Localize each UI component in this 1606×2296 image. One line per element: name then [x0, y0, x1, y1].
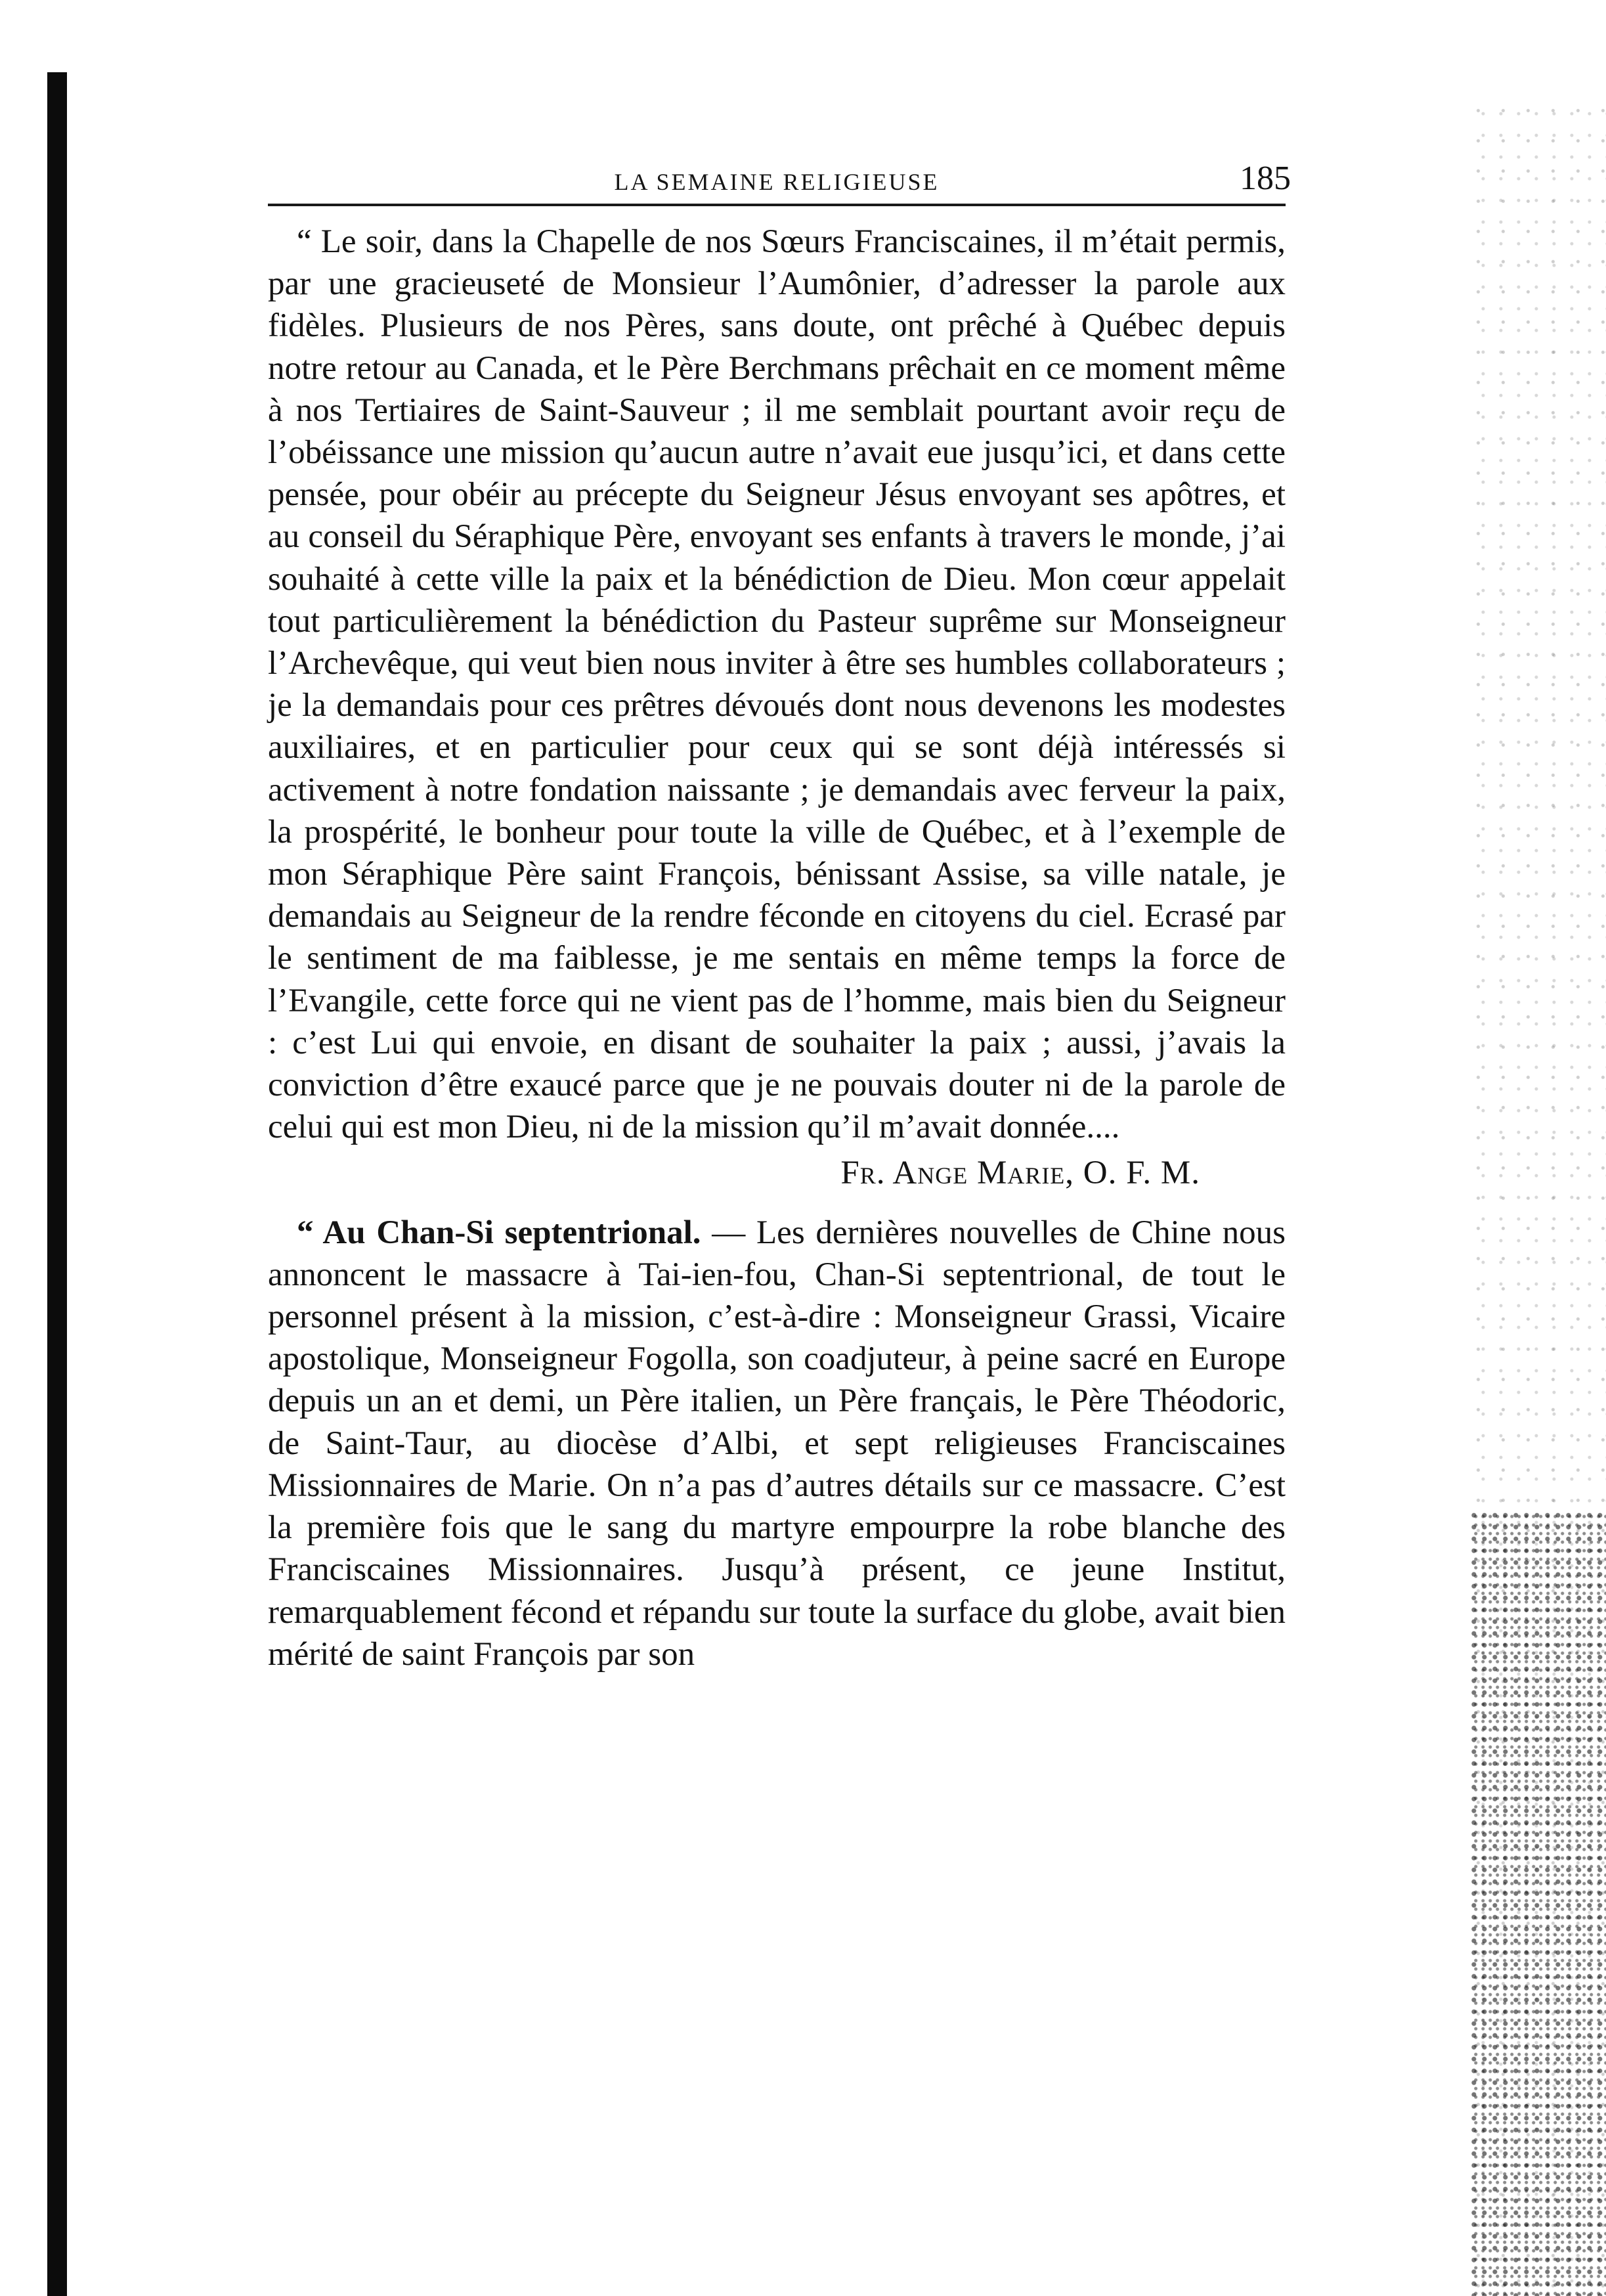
paragraph-lead: “ Au Chan-Si septentrional. — [297, 1214, 701, 1251]
running-head — [268, 158, 1291, 206]
binding-edge — [47, 72, 67, 2296]
running-title: LA SEMAINE RELIGIEUSE — [614, 169, 940, 195]
page — [268, 158, 1291, 1675]
signature: Fr. Ange Marie, O. F. M. — [840, 1155, 1200, 1192]
body-text — [268, 221, 1286, 1675]
paragraph-text: “ Le soir, dans la Chapelle de nos Sœurs Franciscaines, il m’était permis, par une gracieuseté de Monsieur l’Aumônier, d’adresser la parole aux fidèles. Plusieurs de nos Pères, sans doute, ont prêché à Québec depuis notre retour au Canada, et le Père Berchmans prêchait en ce moment même à nos Tertiaires de Saint-Sauveur ; il me semblait pourtant avoir reçu de l’obéissance une mission qu’aucun autre n’avait eue jusqu’ici, et dans cette pensée, pour obéir au précepte du Seigneur Jésus envoyant ses apôtres, et au conseil du Séraphique Père, envoyant ses enfants à travers le monde, j’ai souhaité à cette ville la paix et la bénédiction de Dieu. Mon cœur appelait tout particulièrement la bénédiction du Pasteur suprême sur Monseigneur l’Archevêque, qui veut bien nous inviter à être ses humbles collaborateurs ; je la demandais pour ces prêtres dévoués dont nous devenons les modestes auxiliaires, et en particulier pour ceux qui se sont déjà intéressés si activement à notre fondation naissante ; je demandais avec ferveur la paix, la prospérité, le bonheur pour toute la ville de Québec, et à l’exemple de mon Séraphique Père saint François, bénissant Assise, sa ville natale, je demandais au Seigneur de la rendre féconde en citoyens du ciel. Ecrasé par le sentiment de ma faiblesse, je me sentais en même temps la force de l’Evangile, cette force qui ne vient pas de l’homme, mais bien du Seigneur : c’est Lui qui envoie, en disant de souhaiter la paix ; aussi, j’avais la conviction d’être exaucé parce que je ne pouvais douter ni de la parole de celui qui est mon Dieu, ni de la mission qu’il m’avait donnée.... — [268, 223, 1286, 1146]
paragraph-chan-si — [268, 1212, 1286, 1675]
page-number: 185 — [1240, 160, 1291, 197]
scan-noise-dense — [1471, 1511, 1606, 2296]
paragraph-letter — [268, 221, 1286, 1148]
paragraph-text: — Les dernières nouvelles de Chine nous annoncent le massacre à Tai-ien-fou, Chan-Si septentrional, de tout le personnel présent à la mission, c’est-à-dire : Monseigneur Grassi, Vicaire apostolique, Monseigneur Fogolla, son coadjuteur, à peine sacré en Europe depuis un an et demi, un Père italien, un Père français, le Père Théodoric, de Saint-Taur, au diocèse d’Albi, et sept religieuses Franciscaines Missionnaires de Marie. On n’a pas d’autres détails sur ce massacre. C’est la première fois que le sang du martyre empourpre la robe blanche des Franciscaines Missionnaires. Jusqu’à présent, ce jeune Institut, remarquablement fécond et répandu sur toute la surface du globe, avait bien mérité de saint François par son — [268, 1214, 1286, 1673]
